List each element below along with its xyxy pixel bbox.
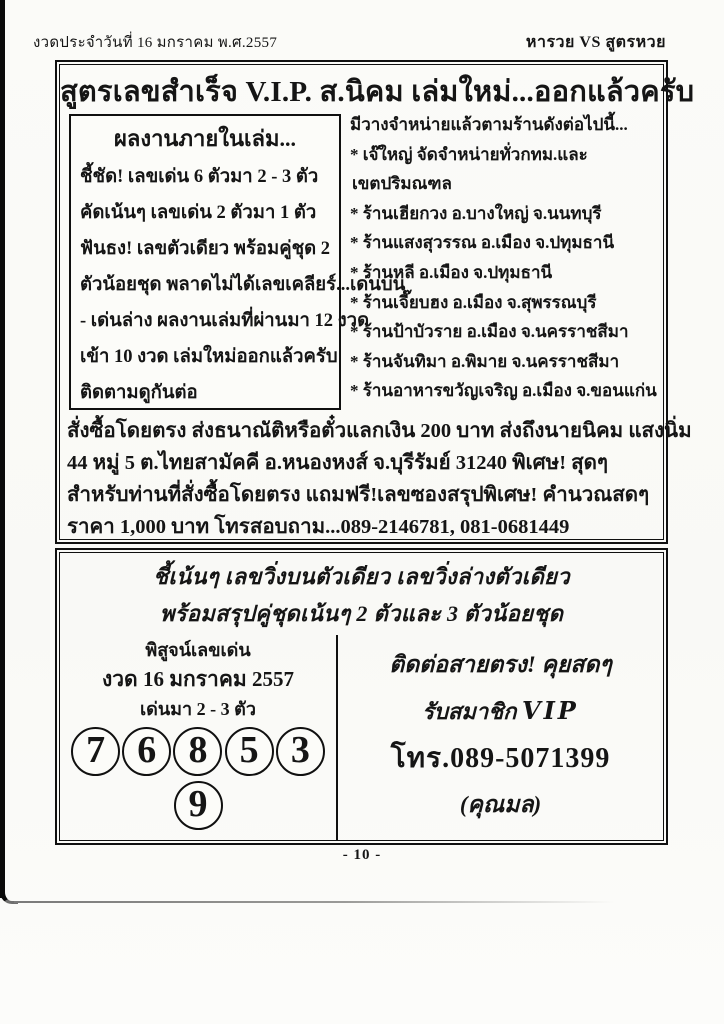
contact-person-name: (คุณมล) (459, 792, 542, 817)
distribution-item: * เจ๊ใหญ่ จัดจำหน่ายทั่วกทม.และ (350, 144, 588, 164)
scan-bottom-edge (14, 901, 614, 903)
results-line: ติดตามดูกันต่อ (80, 383, 198, 403)
distribution-item: * ร้านจันทิมา อ.พิมาย จ.นครราชสีมา (350, 351, 620, 371)
bottom-columns (60, 635, 663, 840)
page-header (33, 30, 666, 55)
magazine-brand: หารวย VS สูตรหวย (525, 34, 666, 51)
order-line-price-phone: ราคา 1,000 บาท โทรสอบถาม...089-2146781, 081-0681449 (67, 516, 570, 538)
vip-book-ad-box (55, 60, 695, 544)
distribution-item: * ร้านเฮียกวง อ.บางใหญ่ จ.นนทบุรี (350, 203, 602, 223)
results-line: ฟันธง! เลขตัวเดียว พร้อมคู่ชุด 2 (80, 239, 331, 259)
page-number: - 10 - (342, 847, 382, 863)
proof-result: เด่นมา 2 - 3 ตัว (140, 699, 256, 719)
headline-line: ชี้เน้นๆ เลขวิ่งบนตัวเดียว เลขวิ่งล่างตัวเดียว (153, 564, 570, 589)
membership-line (338, 688, 663, 735)
ad-title: สูตรเลขสำเร็จ V.I.P. ส.นิคม เล่มใหม่...ออกแล้วครับ (60, 76, 695, 108)
results-line: เข้า 10 งวด เล่มใหม่ออกแล้วครับ (80, 347, 338, 367)
distribution-intro: มีวางจำหน่ายแล้วตามร้านดังต่อไปนี้... (350, 115, 628, 134)
order-line: สั่งซื้อโดยตรง ส่งธนาณัติหรือตั๋วแลกเงิน 200 บาท ส่งถึงนายนิคม แสงนิ่ม (67, 420, 692, 442)
contact-headline: ติดต่อสายตรง! คุยสดๆ (389, 652, 612, 677)
distribution-item: * ร้านเจี๊ยบฮง อ.เมือง จ.สุพรรณบุรี (350, 292, 597, 312)
results-heading: ผลงานภายในเล่ม... (113, 126, 297, 151)
lucky-number-circle: 8 (173, 727, 222, 776)
order-instructions (63, 415, 692, 543)
lucky-number-circle: 6 (122, 727, 171, 776)
lucky-number-circle: 7 (71, 727, 120, 776)
proof-and-contact-inner (59, 552, 664, 841)
lucky-number-circle: 3 (276, 727, 325, 776)
proof-draw-date: งวด 16 มกราคม 2557 (102, 667, 294, 691)
vip-book-ad-inner (59, 64, 695, 540)
lucky-number-circle: 9 (174, 781, 223, 830)
distribution-item-continued: เขตปริมณฑล (352, 174, 452, 194)
membership-prefix: รับสมาชิก (422, 699, 522, 724)
proof-title: พิสูจน์เลขเด่น (145, 640, 251, 660)
bottom-headline (60, 558, 663, 632)
results-line: - เด่นล่าง ผลงานเล่มที่ผ่านมา 12 งวด (80, 311, 370, 331)
results-line: ชี้ชัด! เลขเด่น 6 ตัวมา 2 - 3 ตัว (80, 167, 319, 187)
contact-info (338, 635, 663, 840)
distribution-item: * ร้านแสงสุวรรณ อ.เมือง จ.ปทุมธานี (350, 233, 615, 253)
scan-left-edge (0, 0, 5, 898)
distribution-item: * ร้านอาหารขวัญเจริญ อ.เมือง จ.ขอนแก่น (350, 381, 657, 401)
order-line: 44 หมู่ 5 ต.ไทยสามัคคี อ.หนองหงส์ จ.บุรีรัมย์ 31240 พิเศษ! สุดๆ (67, 452, 608, 474)
order-line: สำหรับท่านที่สั่งซื้อโดยตรง แถมฟรี!เลขซองสรุปพิเศษ! คำนวณสดๆ (67, 484, 650, 506)
distribution-item: * ร้านหลี อ.เมือง จ.ปทุมธานี (350, 262, 553, 282)
proof-and-contact-box (55, 548, 668, 845)
lucky-number-circle: 5 (225, 727, 274, 776)
results-line: ตัวน้อยชุด พลาดไม่ได้เลขเคลียร์...เด่นบน (80, 275, 406, 295)
vip-label: VIP (521, 696, 579, 725)
lucky-number-circles (60, 723, 336, 830)
results-line: คัดเน้นๆ เลขเด่น 2 ตัวมา 1 ตัว (80, 203, 317, 223)
distribution-list (350, 110, 658, 406)
lucky-numbers-proof (60, 635, 338, 840)
headline-line: พร้อมสรุปคู่ชุดเน้นๆ 2 ตัวและ 3 ตัวน้อยชุด (159, 601, 564, 626)
contact-phone-number: โทร.089-5071399 (390, 743, 611, 774)
issue-date: งวดประจำวันที่ 16 มกราคม พ.ศ.2557 (33, 35, 278, 51)
distribution-item: * ร้านป้าบัวราย อ.เมือง จ.นครราชสีมา (350, 322, 629, 342)
